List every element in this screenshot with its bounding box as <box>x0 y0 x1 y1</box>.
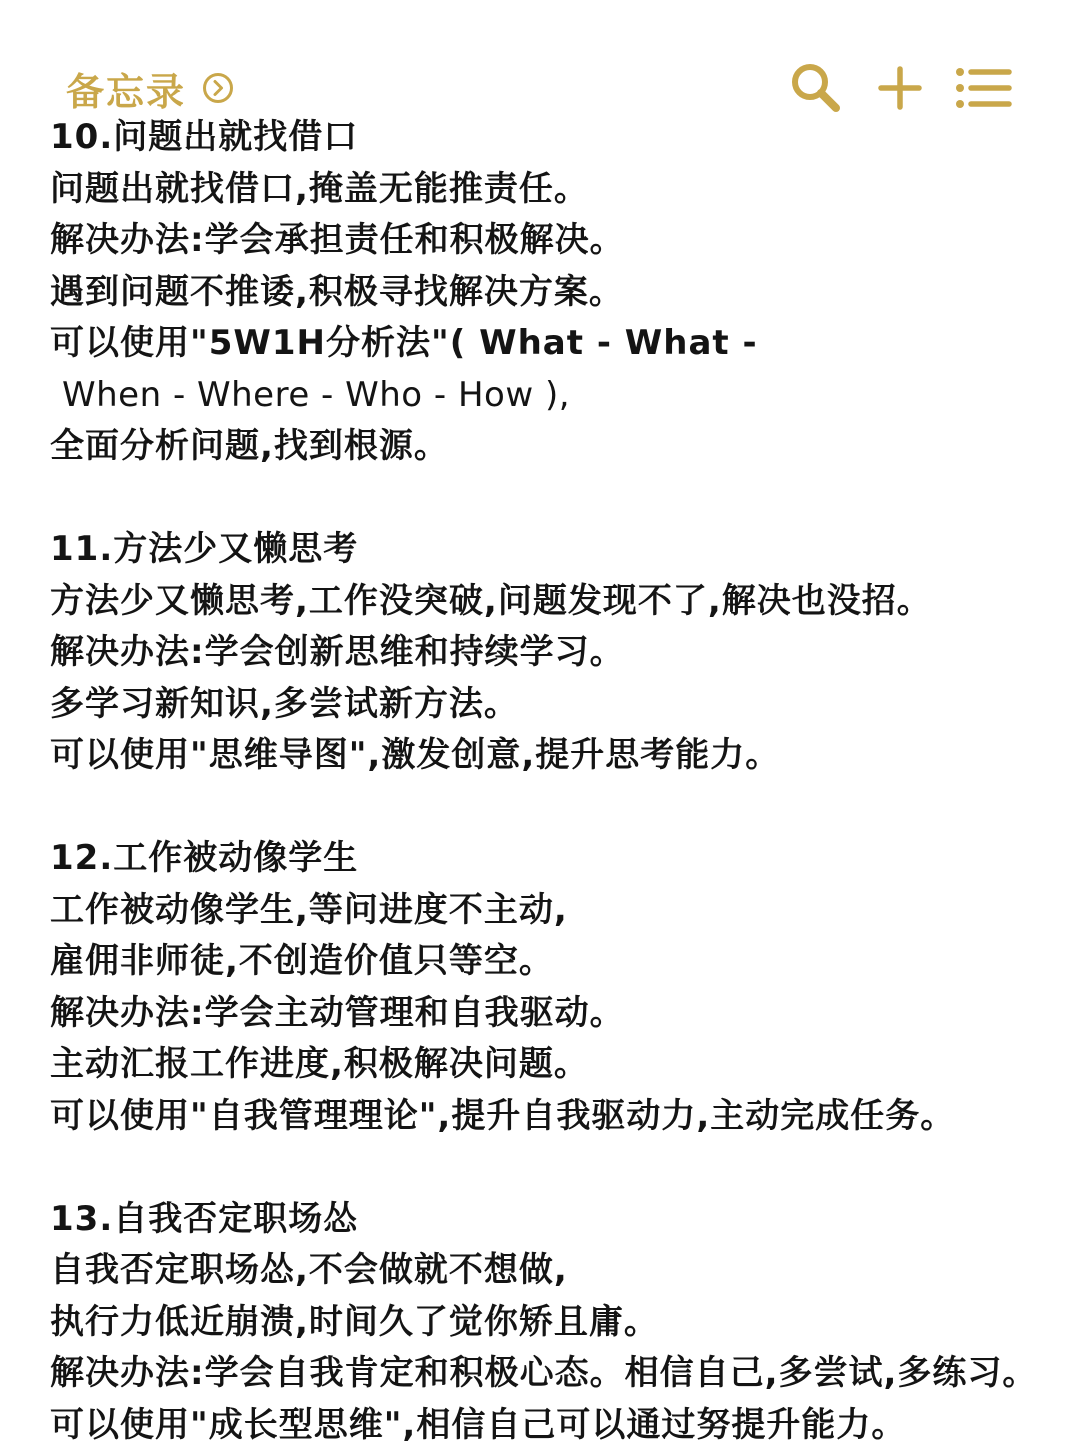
note-line: 多学习新知识,多尝试新方法。 <box>50 679 1070 731</box>
section-heading: 13.自我否定职场怂 <box>50 1194 1070 1246</box>
list-view-button[interactable] <box>954 58 1014 118</box>
note-line: 自我否定职场怂,不会做就不想做, <box>50 1245 1070 1297</box>
note-line: 可以使用"成长型思维",相信自己可以通过努提升能力。 <box>50 1400 1070 1451</box>
search-button[interactable] <box>786 58 846 118</box>
section-heading: 12.工作被动像学生 <box>50 833 1070 885</box>
note-line: 可以使用"思维导图",激发创意,提升思考能力。 <box>50 730 1070 782</box>
note-line: 方法少又懒思考,工作没突破,问题发现不了,解决也没招。 <box>50 576 1070 628</box>
search-icon <box>788 60 844 116</box>
add-note-button[interactable] <box>870 58 930 118</box>
list-icon <box>955 65 1013 111</box>
note-line: 主动汇报工作进度,积极解决问题。 <box>50 1039 1070 1091</box>
note-line: 执行力低近崩溃,时间久了觉你矫且庸。 <box>50 1297 1070 1349</box>
blank-line <box>50 473 1070 525</box>
note-line: 可以使用"5W1H分析法"( What - What - <box>50 318 1070 370</box>
back-to-notes-button[interactable] <box>66 62 234 114</box>
note-line: 全面分析问题,找到根源。 <box>50 421 1070 473</box>
navigation-bar <box>0 58 1080 118</box>
back-label: 备忘录 <box>66 61 186 116</box>
note-body[interactable] <box>50 112 1070 1451</box>
note-line: 工作被动像学生,等问进度不主动, <box>50 885 1070 937</box>
plus-icon <box>877 65 923 111</box>
note-line: 雇佣非师徒,不创造价值只等空。 <box>50 936 1070 988</box>
note-line: 解决办法:学会创新思维和持续学习。 <box>50 627 1070 679</box>
section-heading: 11.方法少又懒思考 <box>50 524 1070 576</box>
blank-line <box>50 782 1070 834</box>
note-line: 可以使用"自我管理理论",提升自我驱动力,主动完成任务。 <box>50 1091 1070 1143</box>
note-line: 解决办法:学会承担责任和积极解决。 <box>50 215 1070 267</box>
note-line: 解决办法:学会自我肯定和积极心态。相信自己,多尝试,多练习。 <box>50 1348 1070 1400</box>
note-line: 问题出就找借口,掩盖无能推责任。 <box>50 164 1070 216</box>
chevron-right-circle-icon <box>202 72 234 104</box>
toolbar-actions <box>786 58 1014 118</box>
note-line: 遇到问题不推诿,积极寻找解决方案。 <box>50 267 1070 319</box>
blank-line <box>50 1142 1070 1194</box>
section-heading: 10.问题出就找借口 <box>50 112 1070 164</box>
note-line: 解决办法:学会主动管理和自我驱动。 <box>50 988 1070 1040</box>
note-line: When - Where - Who - How ), <box>50 370 1070 422</box>
